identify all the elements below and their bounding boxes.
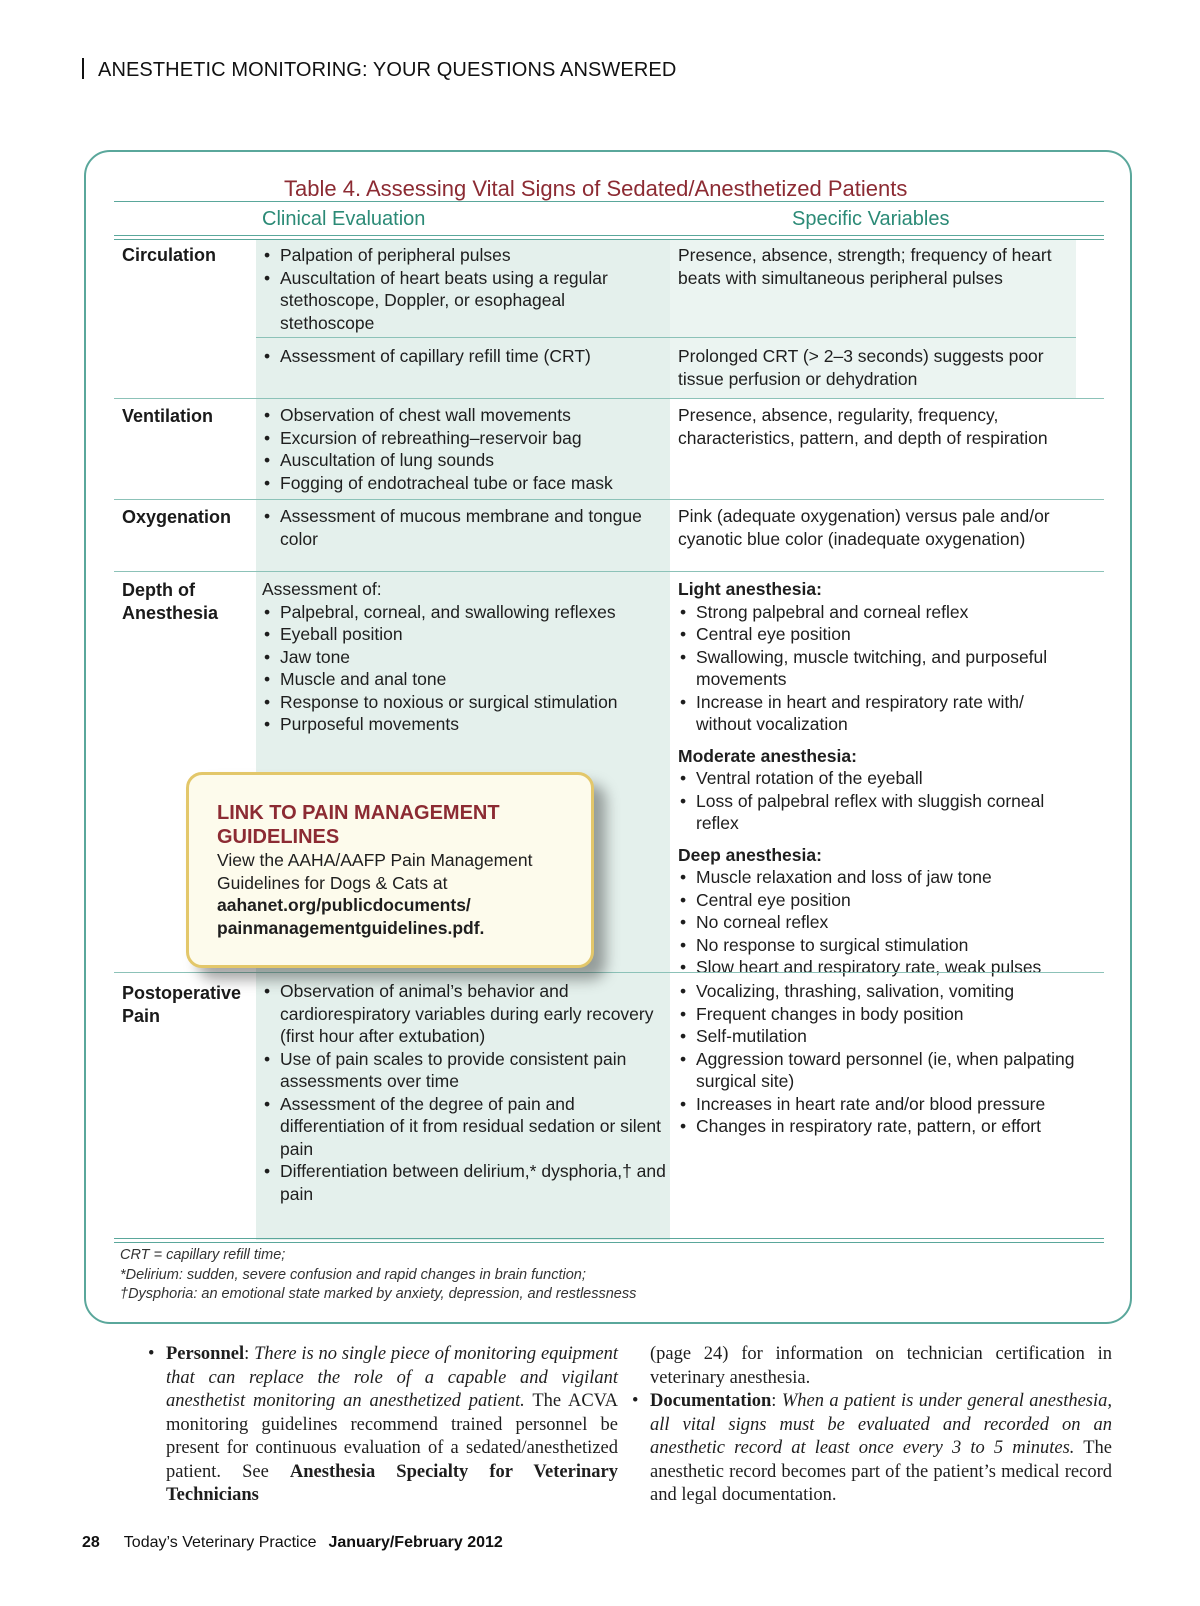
list-item: • Increase in heart and respiratory rate with/ without vocalization <box>678 691 1078 736</box>
table-title: Table 4. Assessing Vital Signs of Sedated/Anesthetized Patients <box>284 176 908 201</box>
table-bottom-rule <box>114 1238 1104 1243</box>
list-item: • Self-mutilation <box>678 1025 1078 1048</box>
note-crt: CRT = capillary refill time; <box>120 1247 286 1263</box>
documentation-paragraph: • Documentation: When a patient is under general anesthesia, all vital signs must be evaluated and recorded on an anesthetic record at least once every 3 to 5 minutes. The anesthetic record becomes part of the patient’s medical record and legal documentation. <box>632 1390 1112 1508</box>
callout-body-line2: Guidelines for Dogs & Cats at <box>217 872 448 893</box>
personnel-text: The ACVA monitoring guidelines recommend trained personnel be present for continuous evaluation of a sedated/anesthetized patient. See <box>166 1391 619 1482</box>
running-head-rule <box>82 58 84 79</box>
list-item: • Changes in respiratory rate, pattern, or effort <box>678 1115 1078 1138</box>
depth-clinical <box>262 578 664 736</box>
moderate-anesthesia-heading: Moderate anesthesia: <box>678 745 857 766</box>
pain-variables <box>678 980 1078 1138</box>
list-item: • Vocalizing, thrashing, salivation, vomiting <box>678 980 1078 1003</box>
list-item: • Muscle relaxation and loss of jaw tone <box>678 866 1078 889</box>
personnel-ref: Anesthesia Specialty for Veterinary Technicians <box>166 1461 618 1505</box>
documentation-label: Documentation <box>650 1391 772 1411</box>
list-item: • Purposeful movements <box>262 713 664 736</box>
row-label-oxygenation: Oxygenation <box>122 507 232 527</box>
body-column-right <box>632 1343 1112 1508</box>
list-item: • No response to surgical stimulation <box>678 934 1078 957</box>
light-anesthesia-heading: Light anesthesia: <box>678 579 822 599</box>
row-divider <box>114 499 1104 500</box>
list-item: • Central eye position <box>678 623 1078 646</box>
list-item: • Increases in heart rate and/or blood pressure <box>678 1093 1078 1116</box>
note-dysphoria: †Dysphoria: an emotional state marked by anxiety, depression, and restlessness <box>120 1286 637 1302</box>
running-head <box>82 58 676 82</box>
list-item: • Central eye position <box>678 889 1078 912</box>
list-item: • Aggression toward personnel (ie, when palpating surgical site) <box>678 1048 1078 1093</box>
list-item: • Loss of palpebral reflex with sluggish corneal reflex <box>678 790 1078 835</box>
list-item: • Fogging of endotracheal tube or face mask <box>262 472 664 495</box>
callout-url-line2[interactable]: painmanagementguidelines.pdf. <box>217 917 485 938</box>
list-item: • Observation of animal’s behavior and cardiorespiratory variables during early recovery (first hour after extubation) <box>262 980 666 1048</box>
list-item: • Assessment of capillary refill time (CRT) <box>262 345 664 368</box>
row-label-depth-line2: Anesthesia <box>122 603 219 623</box>
documentation-text: The anesthetic record becomes part of the patient’s medical record and legal documentation. <box>650 1438 1112 1505</box>
row-label-ventilation: Ventilation <box>122 406 214 426</box>
list-item: • Assessment of mucous membrane and tongue color <box>262 505 664 550</box>
circulation-variables-b: Prolonged CRT (> 2–3 seconds) suggests poor tissue perfusion or dehydration <box>678 346 1044 389</box>
list-item: • No corneal reflex <box>678 911 1078 934</box>
issue-date: January/February 2012 <box>328 1534 503 1551</box>
list-item: • Use of pain scales to provide consistent pain assessments over time <box>262 1048 666 1093</box>
depth-variables <box>678 578 1078 979</box>
row-divider <box>114 571 1104 572</box>
callout-title-line2: GUIDELINES <box>217 826 340 848</box>
row-label-pain-line2: Pain <box>122 1006 161 1026</box>
circulation-variables-a: Presence, absence, strength; frequency of heart beats with simultaneous peripheral pulses <box>678 245 1052 288</box>
body-column-left <box>148 1343 618 1508</box>
personnel-italic: There is no single piece of monitoring equipment that can replace the role of a capable and vigilant anesthetist monitoring an anesthetized patient. <box>166 1344 619 1411</box>
list-item: • Response to noxious or surgical stimulation <box>262 691 664 714</box>
col-head-variables: Specific Variables <box>792 208 950 230</box>
note-delirium: *Delirium: sudden, severe confusion and rapid changes in brain function; <box>120 1266 586 1283</box>
list-item: • Jaw tone <box>262 646 664 669</box>
list-item: • Palpation of peripheral pulses <box>262 244 664 267</box>
pain-clinical <box>262 980 666 1205</box>
callout-body-line1: View the AAHA/AAFP Pain Management <box>217 850 533 870</box>
running-head-text: ANESTHETIC MONITORING: YOUR QUESTIONS ANSWERED <box>98 59 677 81</box>
list-item: • Slow heart and respiratory rate, weak pulses <box>678 956 1078 979</box>
list-item: • Eyeball position <box>262 623 664 646</box>
personnel-paragraph: • Personnel: There is no single piece of monitoring equipment that can replace the role of a capable and vigilant anesthetist monitoring an anesthetized patient. The ACVA monitoring guidelines recommend trained personnel be present for continuous evaluation of a sedated/anesthetized patient. See Anesthesia Specialty for Veterinary Technicians <box>148 1343 618 1508</box>
row-label-pain <box>122 982 241 1028</box>
circulation-clinical-a <box>262 244 664 334</box>
personnel-label: Personnel <box>166 1344 245 1364</box>
list-item: • Palpebral, corneal, and swallowing reflexes <box>262 601 664 624</box>
oxygenation-variables: Pink (adequate oxygenation) versus pale and/or cyanotic blue color (inadequate oxygenation) <box>678 506 1050 549</box>
vital-signs-table <box>84 150 1132 1324</box>
list-item: • Swallowing, muscle twitching, and purposeful movements <box>678 646 1078 691</box>
list-item: • Auscultation of lung sounds <box>262 449 664 472</box>
row-label-depth <box>122 579 218 625</box>
row-divider <box>256 337 1076 338</box>
row-divider <box>114 972 1104 973</box>
page-footer <box>82 1534 503 1552</box>
documentation-italic: When a patient is under general anesthesia, all vital signs must be evaluated and recorded on an anesthetic record at least once every 3 to 5 minutes. <box>650 1391 1113 1458</box>
row-label-circulation: Circulation <box>122 245 217 265</box>
depth-intro: Assessment of: <box>262 579 382 599</box>
row-divider <box>114 398 1104 399</box>
oxygenation-clinical <box>262 505 664 550</box>
ventilation-clinical <box>262 404 664 494</box>
continuation-paragraph: (page 24) for information on technician certification in veterinary anesthesia. <box>650 1344 1112 1388</box>
ventilation-variables: Presence, absence, regularity, frequency, characteristics, pattern, and depth of respiration <box>678 405 1048 448</box>
list-item: • Excursion of rebreathing–reservoir bag <box>262 427 664 450</box>
list-item: • Ventral rotation of the eyeball <box>678 767 1078 790</box>
list-item: • Differentiation between delirium,* dysphoria,† and pain <box>262 1160 666 1205</box>
row-label-depth-line1: Depth of <box>122 580 195 600</box>
list-item: • Auscultation of heart beats using a regular stethoscope, Doppler, or esophageal stethoscope <box>262 267 664 335</box>
list-item: • Observation of chest wall movements <box>262 404 664 427</box>
deep-anesthesia-heading: Deep anesthesia: <box>678 844 822 865</box>
list-item: • Strong palpebral and corneal reflex <box>678 601 1078 624</box>
publication-name: Today’s Veterinary Practice <box>123 1534 317 1551</box>
list-item: • Assessment of the degree of pain and differentiation of it from residual sedation or silent pain <box>262 1093 666 1161</box>
row-label-pain-line1: Postoperative <box>122 983 242 1003</box>
circulation-clinical-b <box>262 345 664 368</box>
table-notes <box>120 1246 636 1305</box>
callout-title-line1: LINK TO PAIN MANAGEMENT <box>217 802 500 824</box>
col-head-clinical: Clinical Evaluation <box>262 208 426 230</box>
list-item: • Frequent changes in body position <box>678 1003 1078 1026</box>
pain-guidelines-callout <box>186 772 594 968</box>
list-item: • Muscle and anal tone <box>262 668 664 691</box>
page-number: 28 <box>82 1534 100 1551</box>
callout-url-line1[interactable]: aahanet.org/publicdocuments/ <box>217 895 471 915</box>
title-rule <box>114 201 1104 202</box>
